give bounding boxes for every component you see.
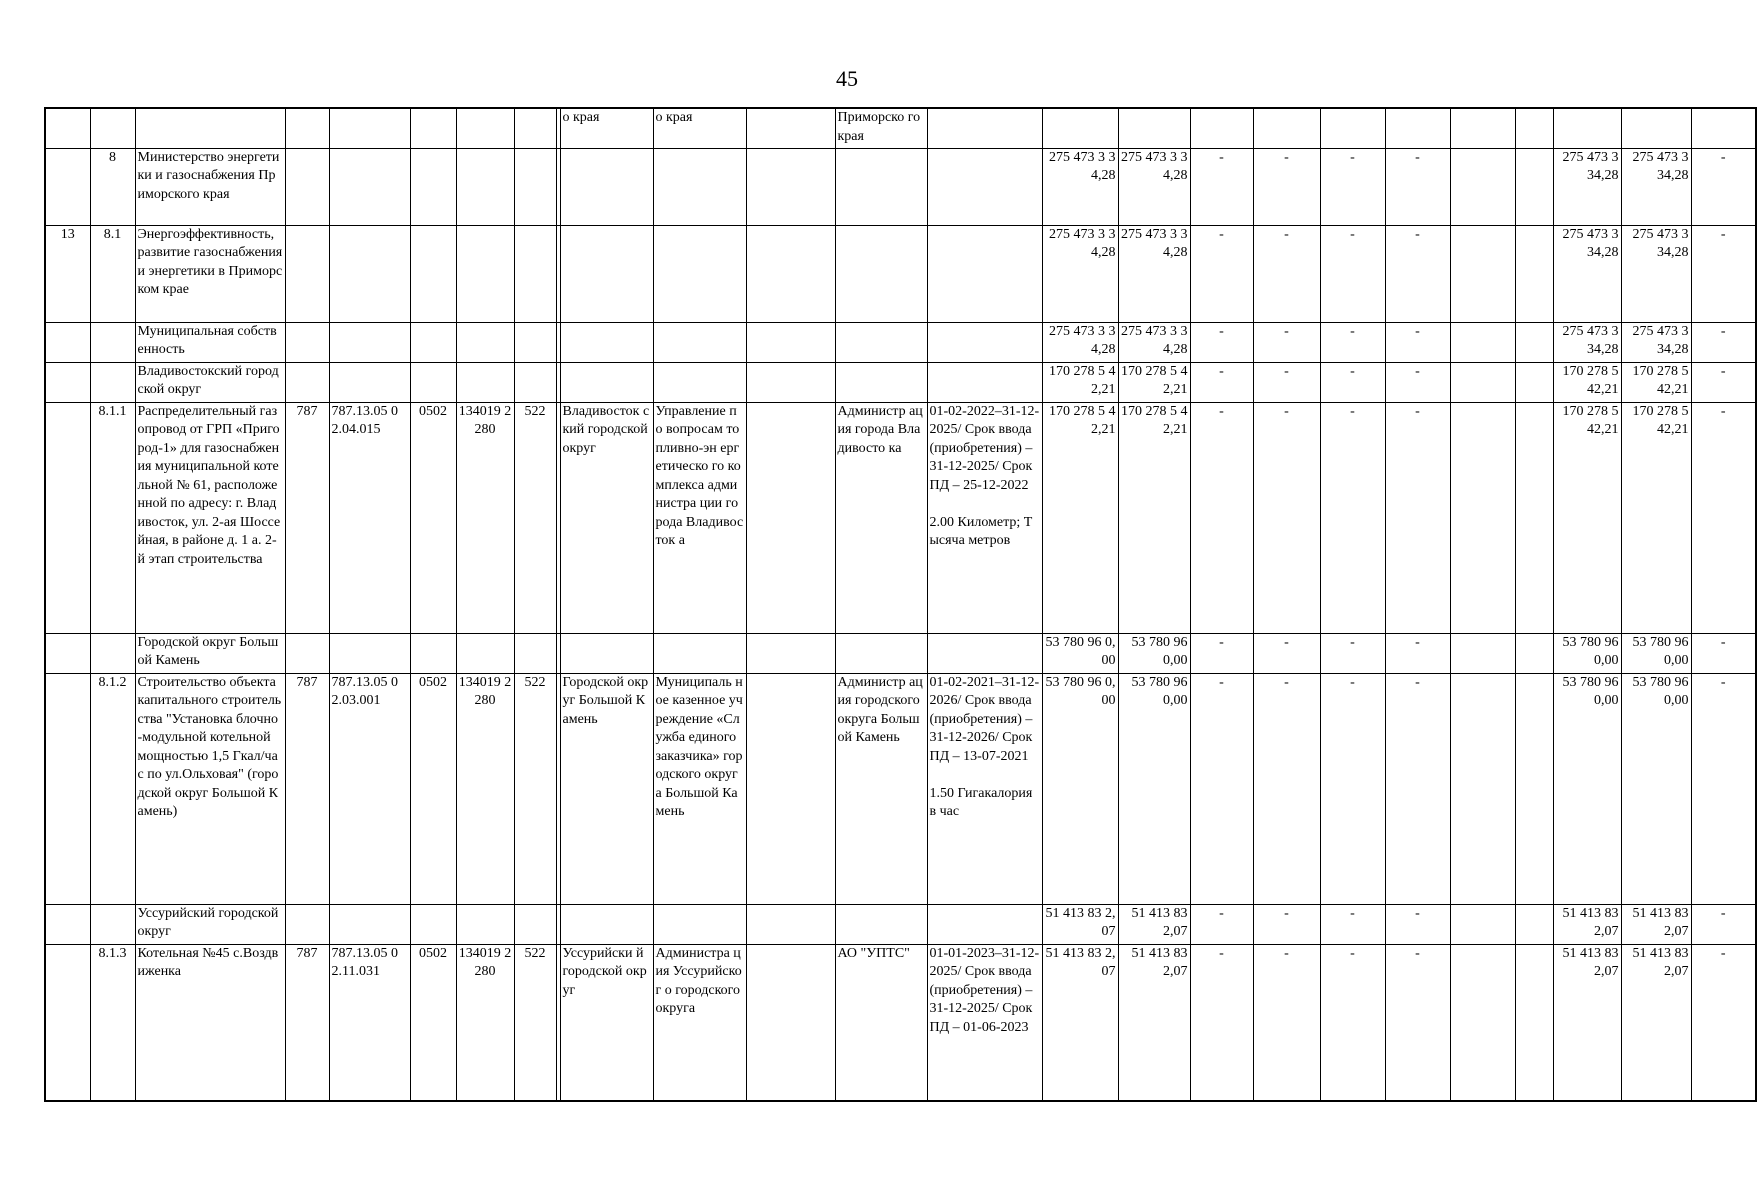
- table-cell: -: [1320, 673, 1385, 904]
- table-cell: -: [1691, 148, 1756, 225]
- table-cell: -: [1253, 225, 1320, 322]
- table-cell: -: [1320, 944, 1385, 1101]
- table-cell: [45, 633, 90, 673]
- table-cell: [746, 108, 835, 148]
- table-cell: 53 780 96 0,00: [1621, 673, 1691, 904]
- table-cell: Владивосток ский городской округ: [560, 402, 653, 633]
- table-cell: [329, 148, 410, 225]
- table-cell: [1515, 362, 1553, 402]
- table-cell: 8.1: [90, 225, 135, 322]
- table-cell: [927, 322, 1042, 362]
- table-cell: -: [1691, 322, 1756, 362]
- table-cell: [90, 322, 135, 362]
- table-cell: 170 278 5 42,21: [1553, 362, 1621, 402]
- table-cell: 51 413 83 2,07: [1118, 944, 1190, 1101]
- table-cell: 787: [285, 402, 329, 633]
- table-cell: 51 413 83 2,07: [1621, 904, 1691, 944]
- table-cell: Министерство энергетики и газоснабжения Приморского края: [135, 148, 285, 225]
- table-cell: 8.1.1: [90, 402, 135, 633]
- table-cell: [1515, 904, 1553, 944]
- table-cell: Распределительный газопровод от ГРП «Пригород-1» для газоснабжения муниципальной котельной № 61, расположенной по адресу: г. Владивосток, ул. 2-ая Шоссейная, в районе д. 1 а. 2-й этап строительства: [135, 402, 285, 633]
- table-cell: -: [1190, 148, 1253, 225]
- table-cell: АО "УПТС": [835, 944, 927, 1101]
- table-cell: [1621, 108, 1691, 148]
- table-cell: -: [1253, 673, 1320, 904]
- table-cell: -: [1691, 225, 1756, 322]
- table-cell: [835, 633, 927, 673]
- table-cell: 0502: [410, 944, 456, 1101]
- table-cell: 170 278 5 42,21: [1118, 362, 1190, 402]
- table-cell: [410, 904, 456, 944]
- table-cell: [1118, 108, 1190, 148]
- table-cell: -: [1253, 944, 1320, 1101]
- table-cell: [456, 322, 514, 362]
- table-cell: [1450, 633, 1515, 673]
- table-cell: -: [1385, 148, 1450, 225]
- table-cell: -: [1691, 402, 1756, 633]
- table-cell: 275 473 3 34,28: [1118, 148, 1190, 225]
- table-cell: [1450, 904, 1515, 944]
- table-cell: Муниципаль ное казенное учреждение «Служба единого заказчика» городского округа Большой Камень: [653, 673, 746, 904]
- table-cell: 53 780 96 0,00: [1118, 633, 1190, 673]
- table-cell: [410, 148, 456, 225]
- table-cell: -: [1691, 633, 1756, 673]
- table-cell: [927, 108, 1042, 148]
- table-cell: 0502: [410, 673, 456, 904]
- table-cell: [90, 362, 135, 402]
- table-cell: 275 473 3 34,28: [1621, 322, 1691, 362]
- table-cell: [653, 633, 746, 673]
- table-cell: -: [1190, 322, 1253, 362]
- table-cell: [927, 148, 1042, 225]
- table-cell: [746, 402, 835, 633]
- table-cell: 134019 2280: [456, 402, 514, 633]
- table-cell: -: [1190, 402, 1253, 633]
- table-cell: [1190, 108, 1253, 148]
- table-cell: -: [1190, 944, 1253, 1101]
- table-cell: -: [1253, 362, 1320, 402]
- table-cell: [285, 225, 329, 322]
- table-cell: -: [1253, 322, 1320, 362]
- table-cell: -: [1385, 673, 1450, 904]
- table-cell: [927, 633, 1042, 673]
- table-cell: [1515, 673, 1553, 904]
- table-cell: [90, 904, 135, 944]
- table-cell: 51 413 83 2,07: [1553, 904, 1621, 944]
- table-cell: 01-02-2021–31-12-2026/ Срок ввода (приобретения) – 31-12-2026/ Срок ПД – 13-07-2021 1.50 Гигакалория в час: [927, 673, 1042, 904]
- table-cell: -: [1190, 225, 1253, 322]
- table-cell: [835, 904, 927, 944]
- table-cell: -: [1190, 633, 1253, 673]
- table-cell: Администр ация городского округа Большой Камень: [835, 673, 927, 904]
- table-row: [45, 225, 1756, 322]
- table-cell: 51 413 83 2,07: [1042, 904, 1118, 944]
- table-cell: о края: [560, 108, 653, 148]
- table-cell: 0502: [410, 402, 456, 633]
- table-cell: Строительство объекта капитального строительства "Установка блочно-модульной котельной мощностью 1,5 Гкал/час по ул.Ольховая" (городской округ Большой Камень): [135, 673, 285, 904]
- table-cell: [746, 225, 835, 322]
- table-cell: [746, 633, 835, 673]
- table-cell: [560, 904, 653, 944]
- table-cell: 787.13.05 02.03.001: [329, 673, 410, 904]
- table-cell: Уссурийский городской округ: [135, 904, 285, 944]
- table-cell: [329, 633, 410, 673]
- table-cell: Управление по вопросам топливно-эн ергетическо го комплекса администра ции города Владивосток а: [653, 402, 746, 633]
- table-cell: [746, 148, 835, 225]
- table-cell: 01-01-2023–31-12-2025/ Срок ввода (приобретения) – 31-12-2025/ Срок ПД – 01-06-2023: [927, 944, 1042, 1101]
- table-cell: Котельная №45 с.Воздвиженка: [135, 944, 285, 1101]
- table-cell: [514, 362, 556, 402]
- table-cell: 787: [285, 944, 329, 1101]
- table-row: [45, 904, 1756, 944]
- table-cell: 51 413 83 2,07: [1042, 944, 1118, 1101]
- table-cell: [45, 944, 90, 1101]
- table-cell: [1385, 108, 1450, 148]
- table-cell: 275 473 3 34,28: [1118, 322, 1190, 362]
- table-cell: Городской округ Большой Камень: [560, 673, 653, 904]
- table-cell: -: [1320, 904, 1385, 944]
- table-cell: -: [1385, 322, 1450, 362]
- table-cell: [1515, 633, 1553, 673]
- table-cell: [653, 225, 746, 322]
- table-cell: Энергоэффективность, развитие газоснабжения и энергетики в Приморском крае: [135, 225, 285, 322]
- table-cell: 170 278 5 42,21: [1553, 402, 1621, 633]
- table-cell: -: [1691, 944, 1756, 1101]
- table-cell: 13: [45, 225, 90, 322]
- table-cell: [456, 904, 514, 944]
- table-cell: 522: [514, 402, 556, 633]
- table-cell: 8: [90, 148, 135, 225]
- table-cell: [1042, 108, 1118, 148]
- table-cell: [1450, 322, 1515, 362]
- table-cell: [456, 362, 514, 402]
- table-cell: [1515, 108, 1553, 148]
- table-cell: 170 278 5 42,21: [1042, 402, 1118, 633]
- table-cell: 170 278 5 42,21: [1621, 362, 1691, 402]
- table-cell: [410, 362, 456, 402]
- table-cell: [514, 322, 556, 362]
- table-cell: -: [1190, 904, 1253, 944]
- table-cell: Муниципальная собственность: [135, 322, 285, 362]
- table-cell: -: [1253, 633, 1320, 673]
- table-cell: -: [1320, 225, 1385, 322]
- table-cell: [1450, 944, 1515, 1101]
- table-cell: [1515, 402, 1553, 633]
- table-row: [45, 633, 1756, 673]
- table-cell: [514, 904, 556, 944]
- table-cell: -: [1253, 402, 1320, 633]
- table-cell: -: [1385, 225, 1450, 322]
- table-cell: 275 473 3 34,28: [1553, 148, 1621, 225]
- table-cell: [1515, 944, 1553, 1101]
- table-cell: Владивостокский городской округ: [135, 362, 285, 402]
- table-cell: [410, 108, 456, 148]
- table-cell: [45, 402, 90, 633]
- table-cell: [653, 322, 746, 362]
- table-cell: [410, 225, 456, 322]
- table-cell: -: [1320, 322, 1385, 362]
- table-cell: 53 780 96 0,00: [1042, 633, 1118, 673]
- table-cell: 787.13.05 02.04.015: [329, 402, 410, 633]
- table-cell: 134019 2280: [456, 673, 514, 904]
- table-cell: 8.1.3: [90, 944, 135, 1101]
- table-cell: [1691, 108, 1756, 148]
- table-cell: [329, 362, 410, 402]
- table-cell: -: [1385, 944, 1450, 1101]
- table-cell: [456, 633, 514, 673]
- table-cell: 275 473 3 34,28: [1042, 148, 1118, 225]
- table-cell: Уссурийски й городской округ: [560, 944, 653, 1101]
- table-cell: Городской округ Большой Камень: [135, 633, 285, 673]
- table-cell: 275 473 3 34,28: [1553, 322, 1621, 362]
- table-row: [45, 402, 1756, 633]
- table-cell: [456, 148, 514, 225]
- table-cell: [285, 148, 329, 225]
- table-cell: 53 780 96 0,00: [1553, 673, 1621, 904]
- table-cell: -: [1385, 402, 1450, 633]
- table-cell: [1515, 322, 1553, 362]
- table-cell: [560, 148, 653, 225]
- table-cell: [329, 225, 410, 322]
- table-cell: о края: [653, 108, 746, 148]
- budget-table: [44, 107, 1757, 1102]
- table-cell: [514, 148, 556, 225]
- table-cell: [560, 633, 653, 673]
- table-cell: [1253, 108, 1320, 148]
- table-cell: 53 780 96 0,00: [1118, 673, 1190, 904]
- table-cell: [560, 362, 653, 402]
- table-cell: 53 780 96 0,00: [1621, 633, 1691, 673]
- table-cell: [90, 633, 135, 673]
- table-cell: [1515, 148, 1553, 225]
- table-cell: [746, 322, 835, 362]
- table-cell: 8.1.2: [90, 673, 135, 904]
- table-cell: [927, 904, 1042, 944]
- table-cell: [746, 673, 835, 904]
- table-cell: [410, 633, 456, 673]
- table-cell: [456, 108, 514, 148]
- table-cell: [653, 904, 746, 944]
- table-cell: [45, 362, 90, 402]
- table-cell: 275 473 3 34,28: [1042, 322, 1118, 362]
- table-cell: [1450, 362, 1515, 402]
- table-row: [45, 108, 1756, 148]
- table-cell: [653, 148, 746, 225]
- table-cell: -: [1385, 633, 1450, 673]
- table-cell: 275 473 3 34,28: [1621, 148, 1691, 225]
- table-cell: [329, 904, 410, 944]
- table-cell: [746, 904, 835, 944]
- table-row: [45, 944, 1756, 1101]
- table-cell: -: [1691, 362, 1756, 402]
- table-cell: -: [1253, 904, 1320, 944]
- table-cell: 170 278 5 42,21: [1621, 402, 1691, 633]
- table-cell: [1515, 225, 1553, 322]
- table-cell: [135, 108, 285, 148]
- table-row: [45, 362, 1756, 402]
- table-cell: 522: [514, 673, 556, 904]
- table-cell: [560, 225, 653, 322]
- table-cell: 53 780 96 0,00: [1042, 673, 1118, 904]
- table-cell: [560, 322, 653, 362]
- table-cell: [835, 148, 927, 225]
- table-cell: 51 413 83 2,07: [1621, 944, 1691, 1101]
- table-cell: 53 780 96 0,00: [1553, 633, 1621, 673]
- table-cell: 275 473 3 34,28: [1042, 225, 1118, 322]
- table-cell: [90, 108, 135, 148]
- table-cell: [329, 322, 410, 362]
- table-cell: [410, 322, 456, 362]
- table-cell: [285, 322, 329, 362]
- table-cell: 522: [514, 944, 556, 1101]
- table-cell: [285, 904, 329, 944]
- table-cell: [514, 108, 556, 148]
- table-cell: -: [1190, 362, 1253, 402]
- table-cell: [927, 225, 1042, 322]
- table-cell: 170 278 5 42,21: [1118, 402, 1190, 633]
- table-cell: -: [1691, 673, 1756, 904]
- table-cell: [1320, 108, 1385, 148]
- page-number: 45: [836, 66, 858, 91]
- table-cell: [45, 322, 90, 362]
- table-cell: [1553, 108, 1621, 148]
- table-cell: 51 413 83 2,07: [1553, 944, 1621, 1101]
- table-cell: [1450, 108, 1515, 148]
- table-cell: -: [1691, 904, 1756, 944]
- table-cell: [746, 944, 835, 1101]
- table-cell: -: [1320, 633, 1385, 673]
- table-cell: [1450, 148, 1515, 225]
- table-cell: [45, 673, 90, 904]
- table-cell: 01-02-2022–31-12-2025/ Срок ввода (приобретения) – 31-12-2025/ Срок ПД – 25-12-2022 2.00 Километр; Тысяча метров: [927, 402, 1042, 633]
- table-cell: -: [1190, 673, 1253, 904]
- table-cell: [514, 633, 556, 673]
- table-cell: [45, 904, 90, 944]
- table-cell: [835, 225, 927, 322]
- table-cell: -: [1320, 362, 1385, 402]
- table-cell: Администра ция Уссурийског о городского округа: [653, 944, 746, 1101]
- table-cell: [285, 633, 329, 673]
- table-cell: [1450, 402, 1515, 633]
- table-cell: 275 473 3 34,28: [1118, 225, 1190, 322]
- table-cell: -: [1385, 904, 1450, 944]
- table-cell: [653, 362, 746, 402]
- table-row: [45, 148, 1756, 225]
- table-cell: [285, 362, 329, 402]
- table-cell: 51 413 83 2,07: [1118, 904, 1190, 944]
- table-cell: Администр ация города Владивосто ка: [835, 402, 927, 633]
- table-cell: [835, 362, 927, 402]
- table-cell: [1450, 225, 1515, 322]
- table-cell: [835, 322, 927, 362]
- table-cell: [45, 108, 90, 148]
- table-cell: 275 473 3 34,28: [1553, 225, 1621, 322]
- table-cell: [514, 225, 556, 322]
- table-cell: -: [1320, 402, 1385, 633]
- table-cell: Приморско го края: [835, 108, 927, 148]
- table-cell: [746, 362, 835, 402]
- table-cell: [285, 108, 329, 148]
- table-cell: [1450, 673, 1515, 904]
- table-row: [45, 673, 1756, 904]
- table-cell: [927, 362, 1042, 402]
- table-cell: 787.13.05 02.11.031: [329, 944, 410, 1101]
- table-cell: 134019 2280: [456, 944, 514, 1101]
- table-cell: 787: [285, 673, 329, 904]
- table-cell: [329, 108, 410, 148]
- table-cell: -: [1385, 362, 1450, 402]
- table-row: [45, 322, 1756, 362]
- table-cell: [45, 148, 90, 225]
- table-cell: -: [1253, 148, 1320, 225]
- table-cell: [456, 225, 514, 322]
- table-cell: 170 278 5 42,21: [1042, 362, 1118, 402]
- table-cell: -: [1320, 148, 1385, 225]
- table-cell: 275 473 3 34,28: [1621, 225, 1691, 322]
